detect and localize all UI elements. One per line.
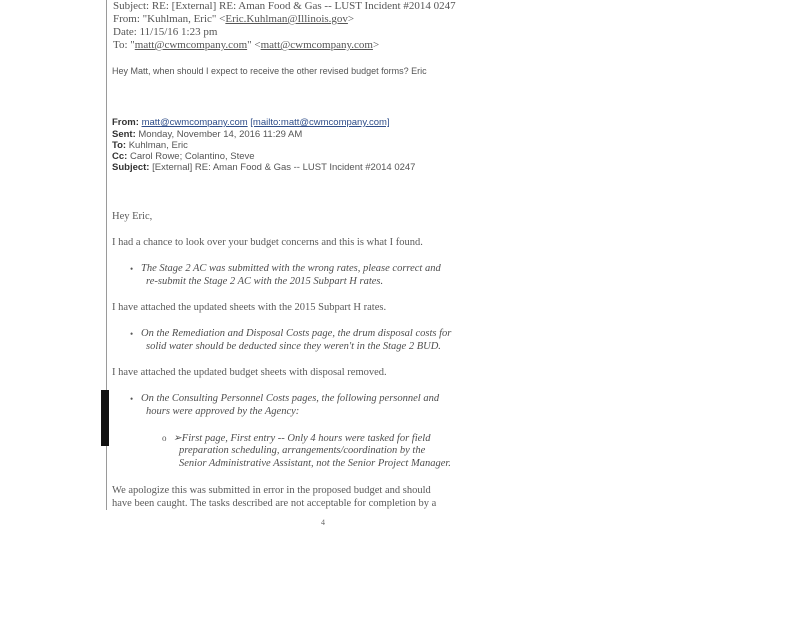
bullet-3-line-1: On the Consulting Personnel Costs pages, the following personnel and [141,393,440,404]
to-email-link[interactable]: matt@cwmcompany.com [134,39,248,51]
to-email-link-2[interactable]: matt@cwmcompany.com [260,39,373,51]
bullet-2: • [130,329,134,339]
sub-bullet-line-1: ➢First page, First entry -- Only 4 hours were tasked for field [173,433,431,444]
sub-bullet-line-3: Senior Administrative Assistant, not the Senior Project Manager. [179,458,451,469]
header-subject: Subject: RE: [External] RE: Aman Food & Gas -- LUST Incident #2014 0247 [113,0,456,12]
forward-to: To: Kuhlman, Eric [112,140,188,151]
closing-line-1: We apologize this was submitted in error in the proposed budget and should [112,485,431,496]
closing-line-2: have been caught. The tasks described are not acceptable for completion by a [112,498,437,509]
sub-bullet-marker: o [162,433,167,443]
intro-paragraph: I had a chance to look over your budget concerns and this is what I found. [112,237,423,248]
sub-bullet-line-2: preparation scheduling, arrangements/coordination by the [179,445,426,456]
reply-line: Hey Matt, when should I expect to receive the other revised budget forms? Eric [112,66,427,76]
forward-cc: Cc: Carol Rowe; Colantino, Steve [112,151,255,162]
redaction-mark [101,390,109,446]
bullet-2-line-2: solid water should be deducted since they weren't in the Stage 2 BUD. [146,341,441,352]
page-number: 4 [321,518,325,527]
reply-paragraph-2: I have attached the updated budget sheets with disposal removed. [112,367,387,378]
bullet-3-line-2: hours were approved by the Agency: [146,406,300,417]
header-date: Date: 11/15/16 1:23 pm [113,26,218,38]
forward-subject: Subject: [External] RE: Aman Food & Gas -- LUST Incident #2014 0247 [112,162,416,173]
forward-from-link[interactable]: matt@cwmcompany.com [141,117,248,128]
greeting: Hey Eric, [112,211,153,222]
forward-sent: Sent: Monday, November 14, 2016 11:29 AM [112,129,303,140]
forward-mailto-link[interactable]: [mailto:matt@cwmcompany.com] [250,117,390,128]
header-from: From: "Kuhlman, Eric" <Eric.Kuhlman@Illinois.gov> [113,13,355,25]
bullet-3: • [130,394,134,404]
forward-from: From: matt@cwmcompany.com [mailto:matt@cwmcompany.com] [112,117,390,128]
reply-paragraph-1: I have attached the updated sheets with the 2015 Subpart H rates. [112,302,387,313]
bullet-1-line-1: The Stage 2 AC was submitted with the wrong rates, please correct and [141,263,441,274]
bullet-1: • [130,264,134,274]
header-to: To: "matt@cwmcompany.com" <matt@cwmcompany.com> [113,39,380,51]
from-email-link[interactable]: Eric.Kuhlman@Illinois.gov [225,13,348,25]
bullet-2-line-1: On the Remediation and Disposal Costs page, the drum disposal costs for [141,328,452,339]
bullet-1-line-2: re-submit the Stage 2 AC with the 2015 Subpart H rates. [146,276,384,287]
